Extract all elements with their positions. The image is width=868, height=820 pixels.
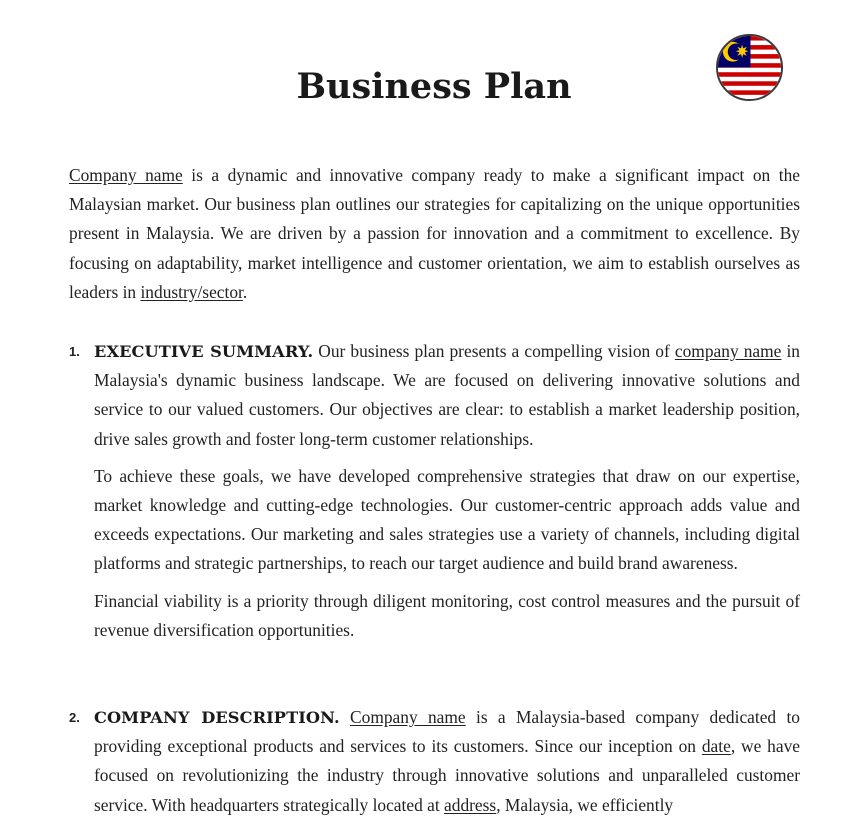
section-body <box>94 703 800 820</box>
company-name-placeholder[interactable]: Company name <box>350 707 466 727</box>
executive-summary-paragraph-3: Financial viability is a priority through diligent monitoring, cost control measures and the pursuit of revenue diversification opportunities. <box>94 590 800 640</box>
paragraph-text: , we have focused on revolutionizing the industry through innovative solutions and unparalleled customer service. With headquarters strategically located at <box>94 736 801 815</box>
document-title: Business Plan <box>296 66 572 107</box>
section-heading: EXECUTIVE SUMMARY. <box>94 342 314 361</box>
section-executive-summary <box>69 337 800 645</box>
industry-sector-placeholder[interactable]: industry/sector <box>140 281 243 302</box>
paragraph-text: is a Malaysia-based company dedicated to providing exceptional products and services to its customers. Since our inception on <box>94 707 800 757</box>
paragraph-text: Our business plan presents a compelling vision of <box>313 341 675 361</box>
executive-summary-paragraph-1 <box>94 337 800 454</box>
section-number: 2. <box>69 710 80 725</box>
section-body <box>94 337 800 645</box>
paragraph-text: in Malaysia's dynamic business landscape. We are focused on delivering innovative solutions and service to our valued customers. Our objectives are clear: to establish a market leadership position, drive sales growth and foster long-term customer relationships. <box>94 341 801 449</box>
section-company-description <box>69 703 800 820</box>
address-placeholder[interactable]: address <box>444 794 497 815</box>
company-name-placeholder[interactable]: company name <box>674 341 782 361</box>
company-name-placeholder[interactable]: Company name <box>69 165 183 185</box>
executive-summary-paragraph-2: To achieve these goals, we have developed comprehensive strategies that draw on our expertise, market knowledge and cutting-edge technologies. Our customer-centric approach adds value and exceeds expectations. Our marketing and sales strategies use a variety of channels, including digital platforms and strategic partnerships, to reach our target audience and build brand awareness. <box>94 465 800 574</box>
paragraph-text: , Malaysia, we efficiently <box>496 794 674 815</box>
company-description-paragraph <box>94 703 800 820</box>
intro-text: is a dynamic and innovative company ready to make a significant impact on the Malaysian market. Our business plan outlines our strategies for capitalizing on the unique opportunities present in Malaysia. We are driven by a passion for innovation and a commitment to excellence. By focusing on adaptability, market intelligence and customer orientation, we aim to establish ourselves as leaders in <box>69 165 800 302</box>
intro-text-end: . <box>242 281 248 302</box>
intro-paragraph <box>69 161 800 307</box>
date-placeholder[interactable]: date <box>701 736 731 757</box>
section-number: 1. <box>69 344 80 359</box>
section-heading: COMPANY DESCRIPTION. <box>94 708 340 727</box>
